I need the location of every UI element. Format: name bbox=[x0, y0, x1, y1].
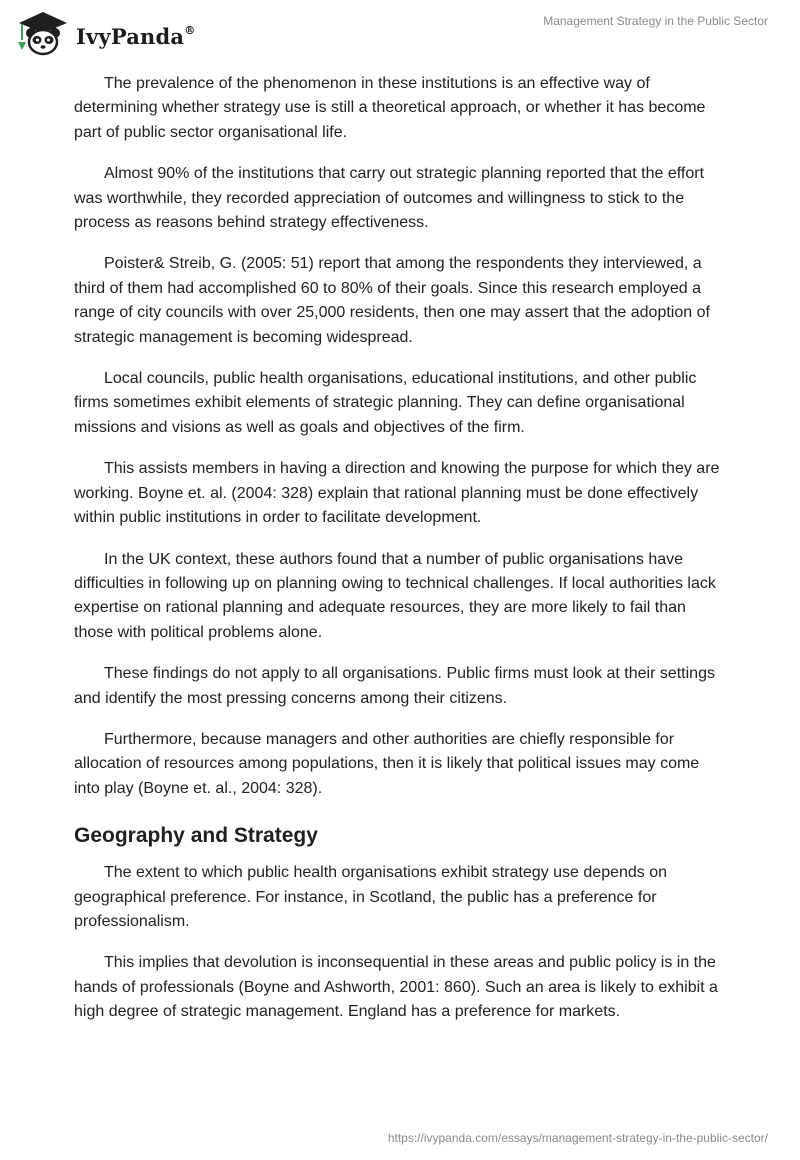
paragraph: Local councils, public health organisations, educational institutions, and other public firms sometimes exhibit elements of strategic planning. They can define organisational missions and visions as well as goals and objectives of the firm. bbox=[74, 370, 697, 436]
paragraph: These findings do not apply to all organisations. Public firms must look at their settings and identify the most pressing concerns among their citizens. bbox=[74, 665, 715, 707]
paragraph: The extent to which public health organisations exhibit strategy use depends on geographical preference. For instance, in Scotland, the public has a preference for professionalism. bbox=[74, 864, 668, 930]
paragraph: In the UK context, these authors found that a number of public organisations have difficulties in following up on planning owing to technical challenges. If local authorities lack expertise on rational planning and adequate resources, they are more likely to fail than those with political problems alone. bbox=[74, 550, 716, 641]
paragraph: This implies that devolution is inconsequential in these areas and public policy is in the hands of professionals (Boyne and Ashworth, 2001: 860). Such an area is likely to exhibit a high degree of strategic management. England has a preference for markets. bbox=[74, 954, 718, 1021]
paragraph: Poister& Streib, G. (2005: 51) report that among the respondents they interviewed, a third of them had accomplished 60 to 80% of their goals. Since this research employed a range of city councils with over 25,000 residents, then one may assert that the adoption of strategic management is becoming widespread. bbox=[74, 255, 710, 346]
page-header bbox=[0, 0, 800, 64]
paragraph: This assists members in having a direction and knowing the purpose for which they are working. Boyne et. al. (2004: 328) explain that rational planning must be done effectively within public institutions in order to facilitate development. bbox=[74, 460, 720, 527]
source-url[interactable]: https://ivypanda.com/essays/management-strategy-in-the-public-sector/ bbox=[387, 1131, 768, 1145]
paragraph: Almost 90% of the institutions that carry out strategic planning reported that the effort was worthwhile, they recorded appreciation of outcomes and willingness to stick to the process as reasons behind strategy effectiveness. bbox=[74, 165, 705, 232]
panda-graduation-icon bbox=[14, 8, 72, 58]
document-title: Management Strategy in the Public Sector bbox=[543, 14, 768, 28]
logo-text: IvyPanda® bbox=[76, 23, 196, 49]
paragraph: The prevalence of the phenomenon in these institutions is an effective way of determining whether strategy use is still a theoretical approach, or whether it has become part of public sector organisational life. bbox=[74, 75, 706, 141]
ivypanda-logo[interactable] bbox=[14, 8, 195, 58]
essay-body bbox=[74, 72, 726, 1042]
section-heading: Geography and Strategy bbox=[74, 824, 318, 848]
paragraph: Furthermore, because managers and other authorities are chiefly responsible for allocation of resources among populations, then it is likely that political issues may come into play (Boyne et. al., 2004: 328). bbox=[74, 730, 700, 797]
